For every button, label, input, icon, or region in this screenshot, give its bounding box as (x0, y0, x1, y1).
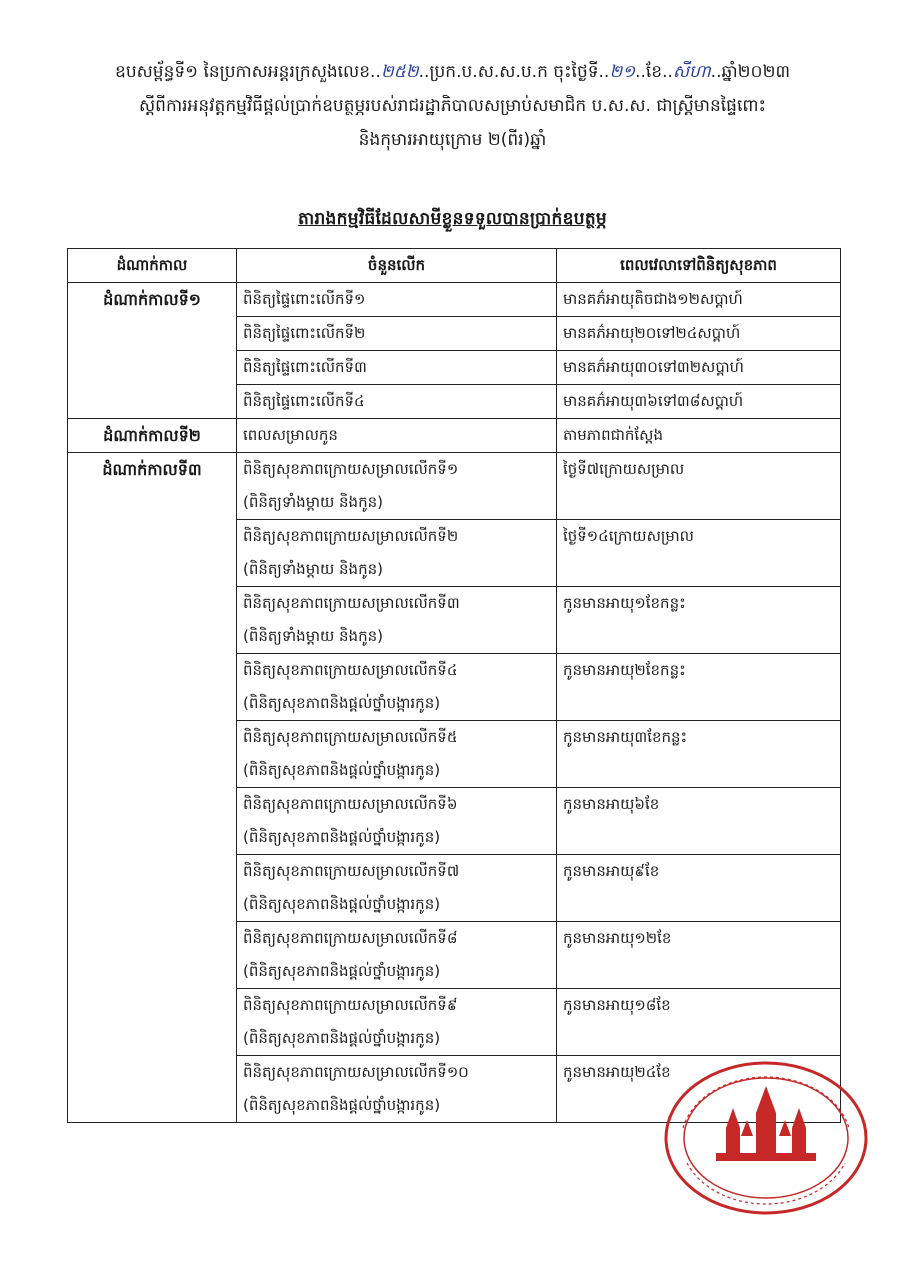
period-label: ដំណាក់កាលទី៣ (68, 453, 237, 1123)
schedule-body (68, 283, 841, 1123)
timing-cell: កូនមានអាយុ១៨ខែ (557, 989, 841, 1056)
header-month-prefix: ខែ (645, 62, 663, 82)
visit-note: (ពិនិត្យសុខភាពនិងផ្តល់ថ្នាំបង្ការកូន) (243, 1096, 441, 1114)
visit-label: ពិនិត្យសុខភាពក្រោយសម្រាលលើកទី៨ (243, 929, 458, 947)
timing-cell: កូនមានអាយុ១ខែកន្លះ (557, 587, 841, 654)
official-stamp (661, 1058, 871, 1218)
visit-cell: ពិនិត្យផ្ទៃពោះលើកទី២ (237, 317, 557, 351)
timing-cell: មានគភ៌អាយុ៣៦ទៅ៣៨សប្តាហ៍ (557, 385, 841, 419)
header-prefix: ឧបសម្ព័ន្ធទី១ នៃប្រកាសអន្តរក្រសួងលេខ (115, 62, 371, 82)
visit-label: ពិនិត្យសុខភាពក្រោយសម្រាលលើកទី៧ (243, 862, 460, 880)
visit-cell (237, 855, 557, 922)
table-row (68, 419, 841, 453)
visit-note: (ពិនិត្យសុខភាពនិងផ្តល់ថ្នាំបង្ការកូន) (243, 828, 441, 846)
header-line-3: និងកុមារអាយុក្រោម ២(ពីរ)ឆ្នាំ (358, 130, 547, 150)
visit-cell: ពិនិត្យផ្ទៃពោះលើកទី៤ (237, 385, 557, 419)
visit-label: ពិនិត្យសុខភាពក្រោយសម្រាលលើកទី១០ (243, 1063, 469, 1081)
schedule-table (67, 248, 841, 1123)
timing-cell: កូនមានអាយុ៦ខែ (557, 788, 841, 855)
visit-note: (ពិនិត្យសុខភាពនិងផ្តល់ថ្នាំបង្ការកូន) (243, 895, 441, 913)
timing-cell: មានគភ៌អាយុតិចជាង១២សប្តាហ៍ (557, 283, 841, 317)
visit-cell (237, 587, 557, 654)
handwritten-day: ២១ (609, 62, 636, 82)
timing-cell: ថ្ងៃទី៧ក្រោយសម្រាល (557, 453, 841, 520)
visit-label: ពិនិត្យសុខភាពក្រោយសម្រាលលើកទី៣ (243, 594, 460, 612)
timing-cell: កូនមានអាយុ៩ខែ (557, 855, 841, 922)
handwritten-month: សីហា (672, 62, 711, 82)
table-row (68, 453, 841, 520)
visit-label: ពិនិត្យសុខភាពក្រោយសម្រាលលើកទី៥ (243, 728, 458, 746)
table-header-row (68, 249, 841, 283)
timing-cell: កូនមានអាយុ៣ខែកន្លះ (557, 721, 841, 788)
visit-label: ពិនិត្យសុខភាពក្រោយសម្រាលលើកទី១ (243, 460, 459, 478)
header-code: ប្រក.ប.ស.ស.ប.ក (429, 62, 548, 82)
visit-note: (ពិនិត្យសុខភាពនិងផ្តល់ថ្នាំបង្ការកូន) (243, 1029, 441, 1047)
timing-cell: កូនមានអាយុ២ខែកន្លះ (557, 654, 841, 721)
header-year: ឆ្នាំ២០២៣ (721, 62, 790, 82)
period-label: ដំណាក់កាលទី២ (68, 419, 237, 453)
visit-note: (ពិនិត្យទាំងម្តាយ និងកូន) (243, 560, 383, 578)
document-header (0, 55, 905, 157)
visit-note: (ពិនិត្យទាំងម្តាយ និងកូន) (243, 493, 383, 511)
visit-cell: ពេលសម្រាលកូន (237, 419, 557, 453)
angkor-temple-icon (716, 1086, 816, 1161)
visit-label: ពិនិត្យសុខភាពក្រោយសម្រាលលើកទី២ (243, 527, 459, 545)
visit-label: ពិនិត្យសុខភាពក្រោយសម្រាលលើកទី៤ (243, 661, 458, 679)
table-title: តារាងកម្មវិធីដែលសាមីខ្លួនទទួលបានប្រាក់ឧបត្ថម្ភ (297, 209, 608, 229)
visit-note: (ពិនិត្យសុខភាពនិងផ្តល់ថ្នាំបង្ការកូន) (243, 962, 441, 980)
visit-cell (237, 922, 557, 989)
timing-cell: កូនមានអាយុ១២ខែ (557, 922, 841, 989)
header-date-prefix: ចុះថ្ងៃទី (553, 62, 599, 82)
visit-cell (237, 453, 557, 520)
header-line-2: ស្តីពីការអនុវត្តកម្មវិធីផ្តល់ប្រាក់ឧបត្ថម្ភរបស់រាជរដ្ឋាភិបាលសម្រាប់សមាជិក ប.ស.ស. ជាស្ត្រីមានផ្ទៃពោះ (139, 96, 766, 116)
visit-label: ពិនិត្យសុខភាពក្រោយសម្រាលលើកទី៩ (243, 996, 458, 1014)
visit-cell: ពិនិត្យផ្ទៃពោះលើកទី៣ (237, 351, 557, 385)
timing-cell: ថ្ងៃទី១៤ក្រោយសម្រាល (557, 520, 841, 587)
visit-cell (237, 788, 557, 855)
visit-note: (ពិនិត្យទាំងម្តាយ និងកូន) (243, 627, 383, 645)
visit-cell (237, 654, 557, 721)
timing-cell: កូនមានអាយុ២៤ខែ (557, 1056, 841, 1123)
table-row (68, 283, 841, 317)
timing-cell: តាមភាពជាក់ស្តែង (557, 419, 841, 453)
column-header-period: ដំណាក់កាល (68, 249, 237, 283)
column-header-visits: ចំនួនលើក (237, 249, 557, 283)
visit-note: (ពិនិត្យសុខភាពនិងផ្តល់ថ្នាំបង្ការកូន) (243, 761, 441, 779)
visit-cell (237, 520, 557, 587)
visit-cell (237, 989, 557, 1056)
timing-cell: មានគភ៌អាយុ៣០ទៅ៣២សប្តាហ៍ (557, 351, 841, 385)
header-line-1: ឧបសម្ព័ន្ធទី១ នៃប្រកាសអន្តរក្រសួងលេខ..២៥២..ប្រក.ប.ស.ស.ប.ក ចុះថ្ងៃទី..២១..ខែ..សីហា..ឆ្នាំ២០២៣ (115, 62, 790, 82)
period-label: ដំណាក់កាលទី១ (68, 283, 237, 419)
visit-note: (ពិនិត្យសុខភាពនិងផ្តល់ថ្នាំបង្ការកូន) (243, 694, 441, 712)
visit-cell (237, 721, 557, 788)
timing-cell: មានគភ៌អាយុ២០ទៅ២៤សប្តាហ៍ (557, 317, 841, 351)
column-header-timing: ពេលវេលាទៅពិនិត្យសុខភាព (557, 249, 841, 283)
visit-cell: ពិនិត្យផ្ទៃពោះលើកទី១ (237, 283, 557, 317)
visit-label: ពិនិត្យសុខភាពក្រោយសម្រាលលើកទី៦ (243, 795, 458, 813)
handwritten-number: ២៥២ (380, 62, 419, 82)
visit-cell (237, 1056, 557, 1123)
